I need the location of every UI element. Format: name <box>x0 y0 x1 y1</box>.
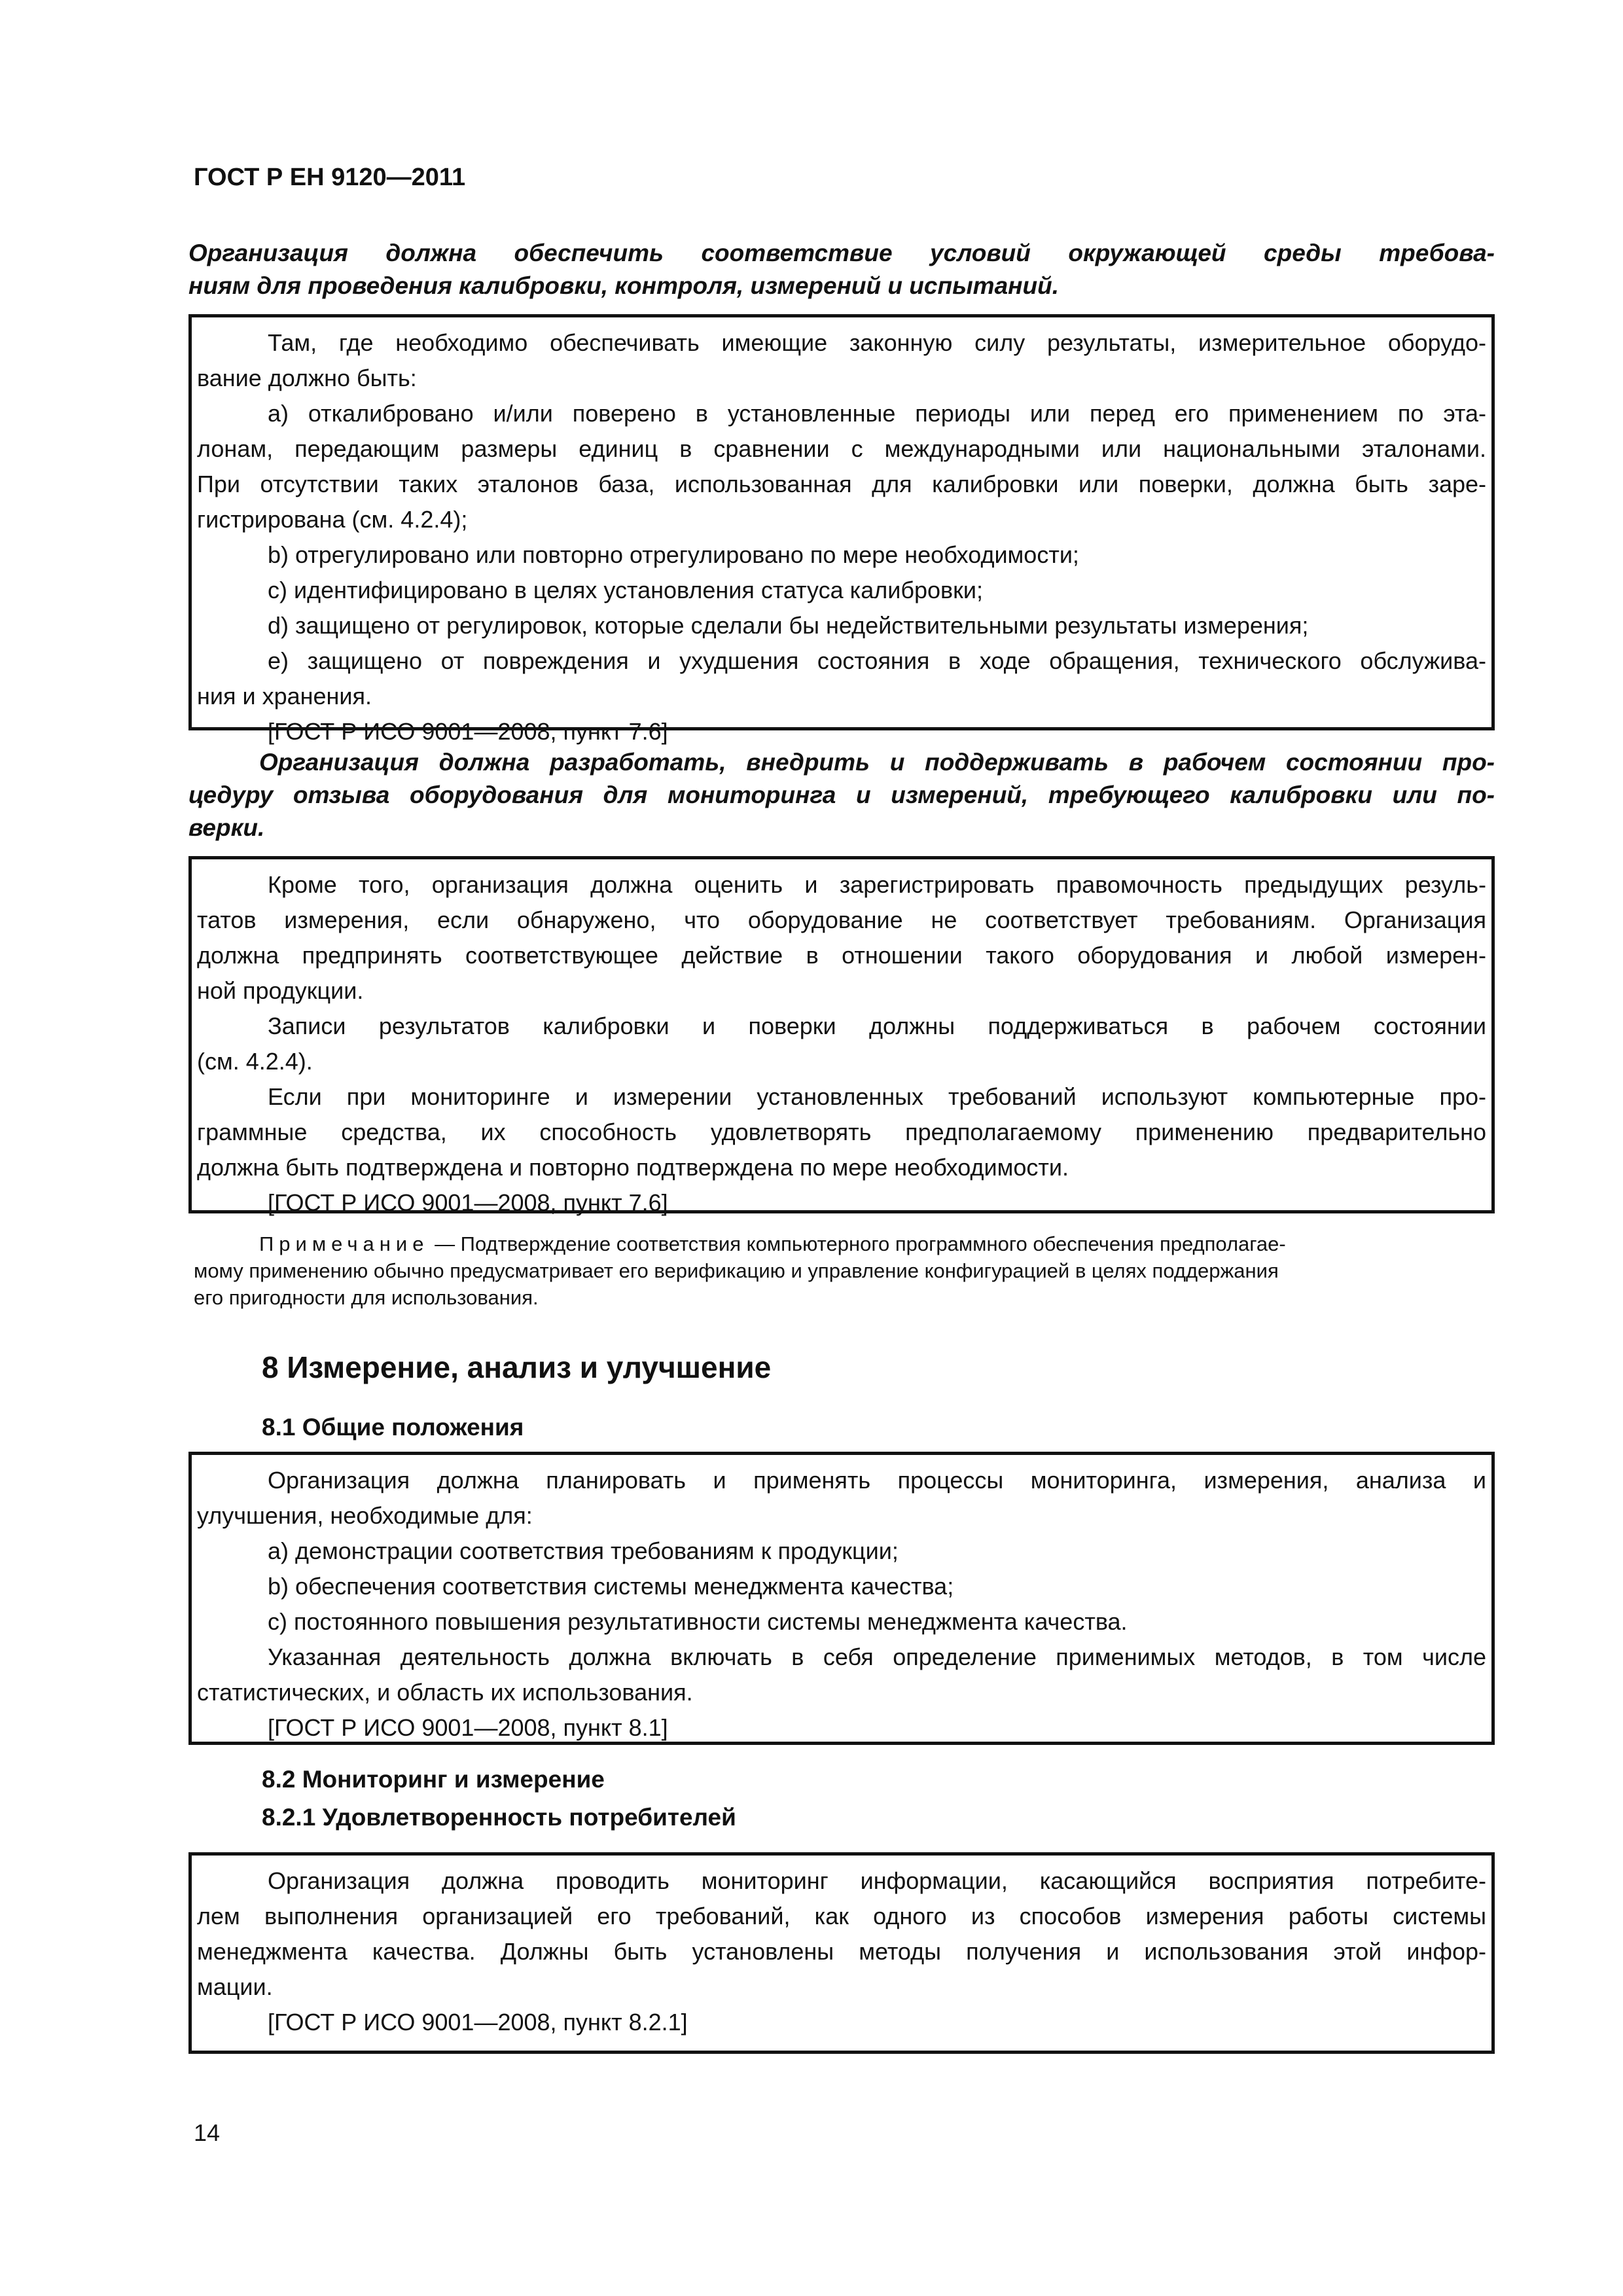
document-header: ГОСТ Р ЕН 9120—2011 <box>194 164 466 191</box>
text-line: b) отрегулировано или повторно отрегулировано по мере необходимости; <box>268 541 1079 568</box>
text-line: (см. 4.2.4). <box>197 1048 313 1075</box>
text-line: c) постоянного повышения результативности системы менеджмента качества. <box>268 1608 1128 1635</box>
note-label: Примечание <box>259 1232 429 1255</box>
text-line: ния и хранения. <box>197 683 372 709</box>
subsection-heading-8-2: 8.2 Мониторинг и измерение <box>262 1766 605 1793</box>
text-line: e) защищено от повреждения и ухудшения состояния в ходе обращения, технического обслужива- <box>268 647 1486 674</box>
quote-box-validity-records <box>188 856 1495 1216</box>
text-line: Организация должна планировать и применять процессы мониторинга, измерения, анализа и <box>268 1467 1486 1494</box>
text-line: мации. <box>197 1973 273 2000</box>
note-text: — Подтверждение соответствия компьютерного программного обеспечения предполагае- <box>435 1232 1286 1255</box>
text-line: его пригодности для использования. <box>194 1286 539 1309</box>
quote-box-general <box>188 1452 1495 1745</box>
quote-box-customer-satisfaction <box>188 1852 1495 2054</box>
text-line: лонам, передающим размеры единиц в сравнении с международными или национальными эталонами. <box>197 435 1486 462</box>
text-line: должна быть подтверждена и повторно подтверждена по мере необходимости. <box>197 1154 1069 1181</box>
text-line: b) обеспечения соответствия системы менеджмента качества; <box>268 1573 954 1600</box>
text-line: ной продукции. <box>197 977 364 1004</box>
text-line: менеджмента качества. Должны быть установлены методы получения и использования этой инфор- <box>197 1938 1486 1965</box>
requirement-emphasis-equipment-recall <box>188 746 1495 844</box>
reference-citation: [ГОСТ Р ИСО 9001—2008, пункт 7.6] <box>268 718 668 745</box>
text-line: Организация должна обеспечить соответствие условий окружающей среды требова- <box>188 240 1495 266</box>
text-line: татов измерения, если обнаружено, что оборудование не соответствует требованиям. Организация <box>197 906 1486 933</box>
text-line: При отсутствии таких эталонов база, использованная для калибровки или поверки, должна быть заре- <box>197 471 1486 497</box>
text-line: a) демонстрации соответствия требованиям к продукции; <box>268 1537 899 1564</box>
section-heading-8: 8 Измерение, анализ и улучшение <box>262 1350 772 1384</box>
note-block <box>194 1230 1495 1311</box>
reference-citation: [ГОСТ Р ИСО 9001—2008, пункт 7.6] <box>268 1189 668 1216</box>
reference-citation: [ГОСТ Р ИСО 9001—2008, пункт 8.1] <box>268 1714 668 1741</box>
requirement-emphasis-calibration-environment <box>188 237 1495 302</box>
subsection-heading-8-2-1: 8.2.1 Удовлетворенность потребителей <box>262 1804 736 1831</box>
subsection-heading-8-1: 8.1 Общие положения <box>262 1414 524 1441</box>
text-line: Организация должна проводить мониторинг информации, касающийся восприятия потребите- <box>268 1867 1486 1894</box>
text-line: цедуру отзыва оборудования для мониторинга и измерений, требующего калибровки или по- <box>188 781 1495 808</box>
text-line: верки. <box>188 814 265 841</box>
text-line <box>194 1230 1495 1257</box>
text-line: a) откалибровано и/или поверено в установленные периоды или перед его применением по эта- <box>268 400 1486 427</box>
text-line: лем выполнения организацией его требований, как одного из способов измерения работы системы <box>197 1903 1486 1929</box>
text-line: должна предпринять соответствующее действие в отношении такого оборудования и любой измерен- <box>197 942 1486 969</box>
text-line: гистрирована (см. 4.2.4); <box>197 506 468 533</box>
text-line: d) защищено от регулировок, которые сделали бы недействительными результаты измерения; <box>268 612 1309 639</box>
text-line: Записи результатов калибровки и поверки должны поддерживаться в рабочем состоянии <box>268 1013 1486 1039</box>
reference-citation: [ГОСТ Р ИСО 9001—2008, пункт 8.2.1] <box>268 2009 688 2036</box>
quote-box-measuring-equipment <box>188 314 1495 745</box>
text-line: c) идентифицировано в целях установления статуса калибровки; <box>268 577 983 603</box>
text-line: ниям для проведения калибровки, контроля, измерений и испытаний. <box>188 272 1059 299</box>
text-line: статистических, и область их использования. <box>197 1679 693 1706</box>
text-line: улучшения, необходимые для: <box>197 1502 533 1529</box>
text-line: Там, где необходимо обеспечивать имеющие законную силу результаты, измерительное оборудо- <box>268 329 1486 356</box>
text-line: граммные средства, их способность удовлетворять предполагаемому применению предварительно <box>197 1119 1486 1145</box>
text-line: Указанная деятельность должна включать в себя определение применимых методов, в том числе <box>268 1643 1486 1670</box>
text-line: мому применению обычно предусматривает его верификацию и управление конфигурацией в целях поддержания <box>194 1259 1279 1282</box>
text-line: Организация должна разработать, внедрить и поддерживать в рабочем состоянии про- <box>259 749 1495 776</box>
text-line: Если при мониторинге и измерении установленных требований используют компьютерные про- <box>268 1083 1486 1110</box>
text-line: вание должно быть: <box>197 365 417 391</box>
page-number: 14 <box>194 2119 221 2146</box>
text-line: Кроме того, организация должна оценить и зарегистрировать правомочность предыдущих резуль- <box>268 871 1486 898</box>
